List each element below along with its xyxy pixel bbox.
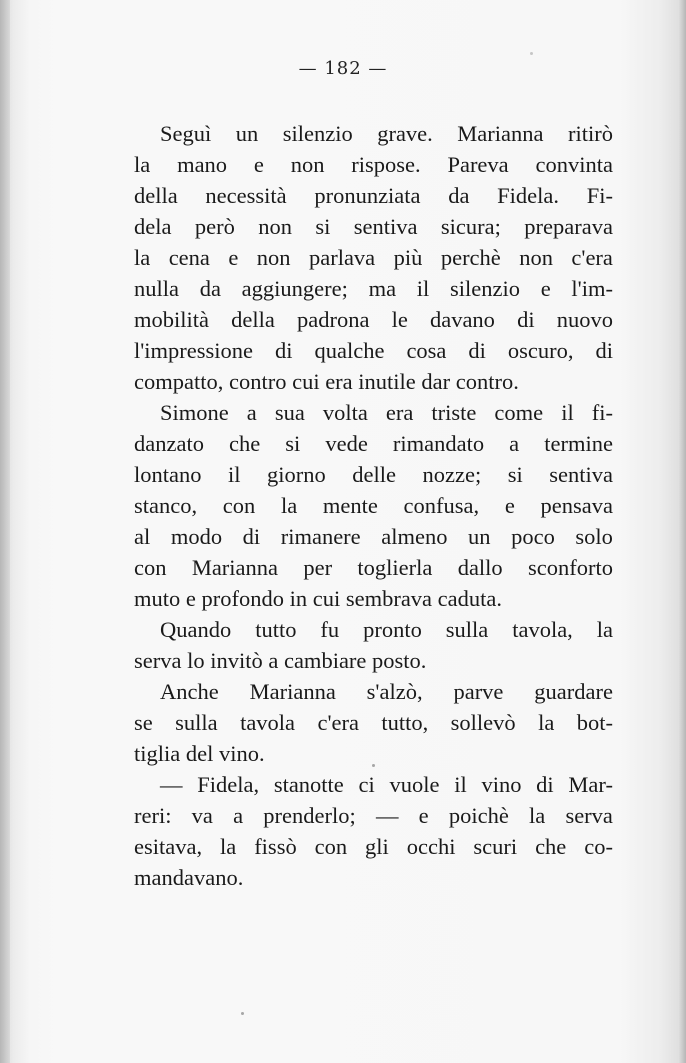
text-line: l'impressione di qualche cosa di oscuro, di [134, 338, 613, 363]
paragraph [134, 118, 613, 397]
text-line: Quando tutto fu pronto sulla tavola, la [160, 617, 613, 642]
text-line: reri: va a prenderlo; — e poichè la serva [134, 803, 613, 828]
text-line: nulla da aggiungere; ma il silenzio e l'im- [134, 276, 613, 301]
text-line: dela però non si sentiva sicura; preparava [134, 214, 613, 239]
text-line: con Marianna per toglierla dallo sconforto [134, 555, 613, 580]
text-line: la cena e non parlava più perchè non c'era [134, 245, 613, 270]
paper-speck [530, 52, 533, 55]
text-line: serva lo invitò a cambiare posto. [134, 648, 427, 673]
paragraph [134, 614, 613, 676]
text-line: Simone a sua volta era triste come il fi- [160, 400, 613, 425]
text-line: se sulla tavola c'era tutto, sollevò la bot- [134, 710, 613, 735]
text-line: tiglia del vino. [134, 741, 265, 766]
paragraph [134, 676, 613, 769]
page-spine-shadow [0, 0, 10, 1063]
text-line: la mano e non rispose. Pareva convinta [134, 152, 613, 177]
body-text [134, 118, 613, 893]
text-line: danzato che si vede rimandato a termine [134, 431, 613, 456]
text-line: muto e profondo in cui sembrava caduta. [134, 586, 503, 611]
text-line: esitava, la fissò con gli occhi scuri che co- [134, 834, 613, 859]
text-line: della necessità pronunziata da Fidela. Fi- [134, 183, 613, 208]
text-line: — Fidela, stanotte ci vuole il vino di Mar- [160, 772, 613, 797]
text-line: al modo di rimanere almeno un poco solo [134, 524, 613, 549]
page-edge-shadow [678, 0, 686, 1063]
paragraph [134, 769, 613, 893]
text-line: Anche Marianna s'alzò, parve guardare [160, 679, 613, 704]
text-line: mandavano. [134, 865, 244, 890]
text-line: stanco, con la mente confusa, e pensava [134, 493, 613, 518]
paragraph [134, 397, 613, 614]
page-number: — 182 — [298, 58, 388, 79]
text-line: lontano il giorno delle nozze; si sentiva [134, 462, 613, 487]
text-line: compatto, contro cui era inutile dar contro. [134, 369, 519, 394]
paper-speck [241, 1012, 244, 1015]
text-line: Seguì un silenzio grave. Marianna ritirò [160, 121, 613, 146]
text-line: mobilità della padrona le davano di nuovo [134, 307, 613, 332]
paper-speck [372, 764, 375, 767]
